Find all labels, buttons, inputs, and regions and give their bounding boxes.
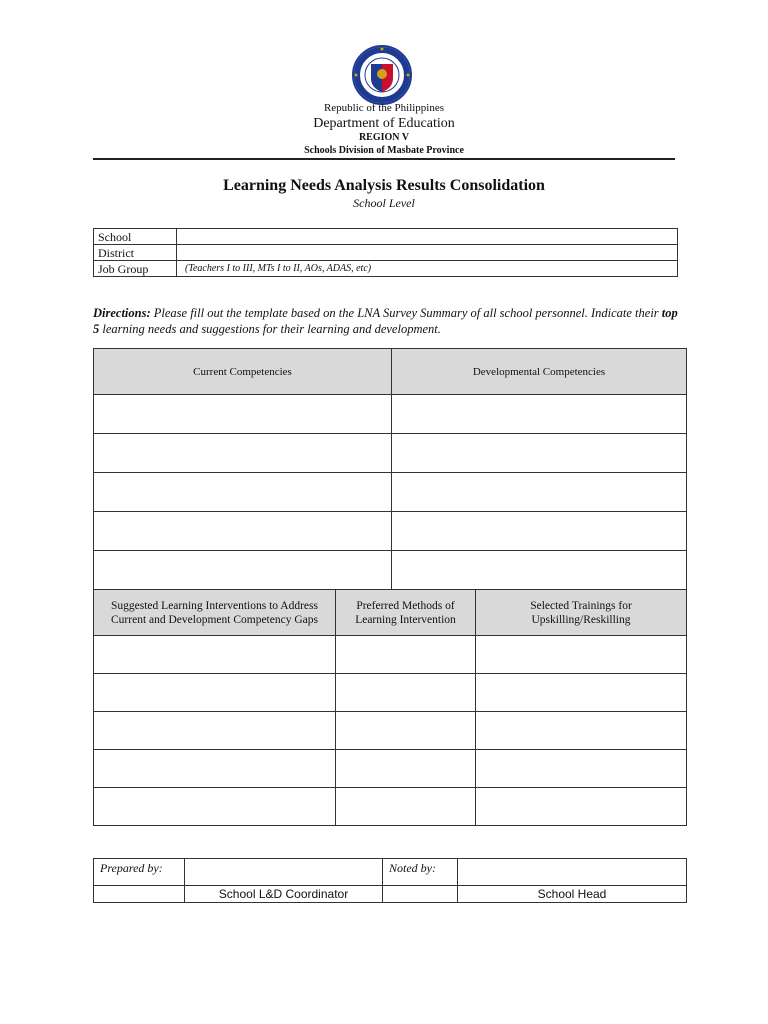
directions-text-part1: Please fill out the template based on the LNA Survey Summary of all school personnel. Indicate their [150, 306, 662, 320]
directions-lead: Directions: [93, 306, 151, 320]
table-row [94, 434, 687, 473]
intervention-cell[interactable] [94, 712, 336, 750]
table-row [94, 473, 687, 512]
table-row [94, 750, 687, 788]
current-competency-cell[interactable] [94, 512, 392, 551]
form-subtitle: School Level [353, 196, 415, 210]
developmental-competency-cell[interactable] [392, 551, 687, 590]
header-divider [93, 158, 675, 160]
division-line: Schools Division of Masbate Province [304, 145, 464, 156]
selected-trainings-header: Selected Trainings for Upskilling/Reskilling [476, 590, 687, 636]
method-cell[interactable] [336, 750, 476, 788]
intervention-cell[interactable] [94, 674, 336, 712]
form-title: Learning Needs Analysis Results Consolidation [223, 177, 545, 194]
school-label: School [94, 229, 177, 245]
noted-by-signature-field[interactable] [458, 859, 687, 886]
prepared-by-signature-field[interactable] [185, 859, 383, 886]
district-label: District [94, 245, 177, 261]
current-competencies-header: Current Competencies [94, 349, 392, 395]
republic-line: Republic of the Philippines [323, 102, 445, 114]
developmental-competencies-header: Developmental Competencies [392, 349, 687, 395]
directions-text [93, 305, 683, 337]
current-competency-cell[interactable] [94, 395, 392, 434]
noted-role-spacer [383, 886, 458, 903]
deped-seal-logo [344, 44, 420, 106]
training-cell[interactable] [476, 750, 687, 788]
intervention-cell[interactable] [94, 788, 336, 826]
current-competency-cell[interactable] [94, 434, 392, 473]
table-row [94, 788, 687, 826]
intervention-cell[interactable] [94, 750, 336, 788]
prepared-by-label: Prepared by: [94, 859, 185, 886]
suggested-interventions-header: Suggested Learning Interventions to Address Current and Development Competency Gaps [94, 590, 336, 636]
training-cell[interactable] [476, 674, 687, 712]
role-row [94, 886, 687, 903]
noted-role: School Head [458, 886, 687, 903]
district-field[interactable] [177, 245, 678, 261]
signature-row [94, 859, 687, 886]
school-field[interactable] [177, 229, 678, 245]
table-row [94, 395, 687, 434]
district-row [94, 245, 678, 261]
preferred-methods-header: Preferred Methods of Learning Intervention [336, 590, 476, 636]
table-row [94, 674, 687, 712]
training-cell[interactable] [476, 712, 687, 750]
department-line: Department of Education [313, 116, 455, 131]
job-group-label: Job Group [94, 261, 177, 277]
noted-by-label: Noted by: [383, 859, 458, 886]
competencies-header-row [94, 349, 687, 395]
job-group-row [94, 261, 678, 277]
method-cell[interactable] [336, 712, 476, 750]
table-row [94, 551, 687, 590]
method-cell[interactable] [336, 788, 476, 826]
developmental-competency-cell[interactable] [392, 434, 687, 473]
directions-emphasis: top 5 [93, 306, 678, 336]
training-cell[interactable] [476, 636, 687, 674]
table-row [94, 636, 687, 674]
table-row [94, 512, 687, 551]
signatories-table [93, 858, 687, 903]
interventions-table [93, 589, 687, 826]
method-cell[interactable] [336, 636, 476, 674]
school-row [94, 229, 678, 245]
developmental-competency-cell[interactable] [392, 512, 687, 551]
job-group-field[interactable]: (Teachers I to III, MTs I to II, AOs, ADAS, etc) [177, 261, 678, 277]
competencies-table [93, 348, 687, 590]
school-info-table [93, 228, 678, 277]
developmental-competency-cell[interactable] [392, 473, 687, 512]
table-row [94, 712, 687, 750]
intervention-cell[interactable] [94, 636, 336, 674]
region-line: REGION V [358, 132, 410, 143]
training-cell[interactable] [476, 788, 687, 826]
prepared-role-spacer [94, 886, 185, 903]
method-cell[interactable] [336, 674, 476, 712]
developmental-competency-cell[interactable] [392, 395, 687, 434]
current-competency-cell[interactable] [94, 473, 392, 512]
directions-text-part2: learning needs and suggestions for their learning and development. [99, 322, 441, 336]
interventions-header-row [94, 590, 687, 636]
current-competency-cell[interactable] [94, 551, 392, 590]
prepared-role: School L&D Coordinator [185, 886, 383, 903]
